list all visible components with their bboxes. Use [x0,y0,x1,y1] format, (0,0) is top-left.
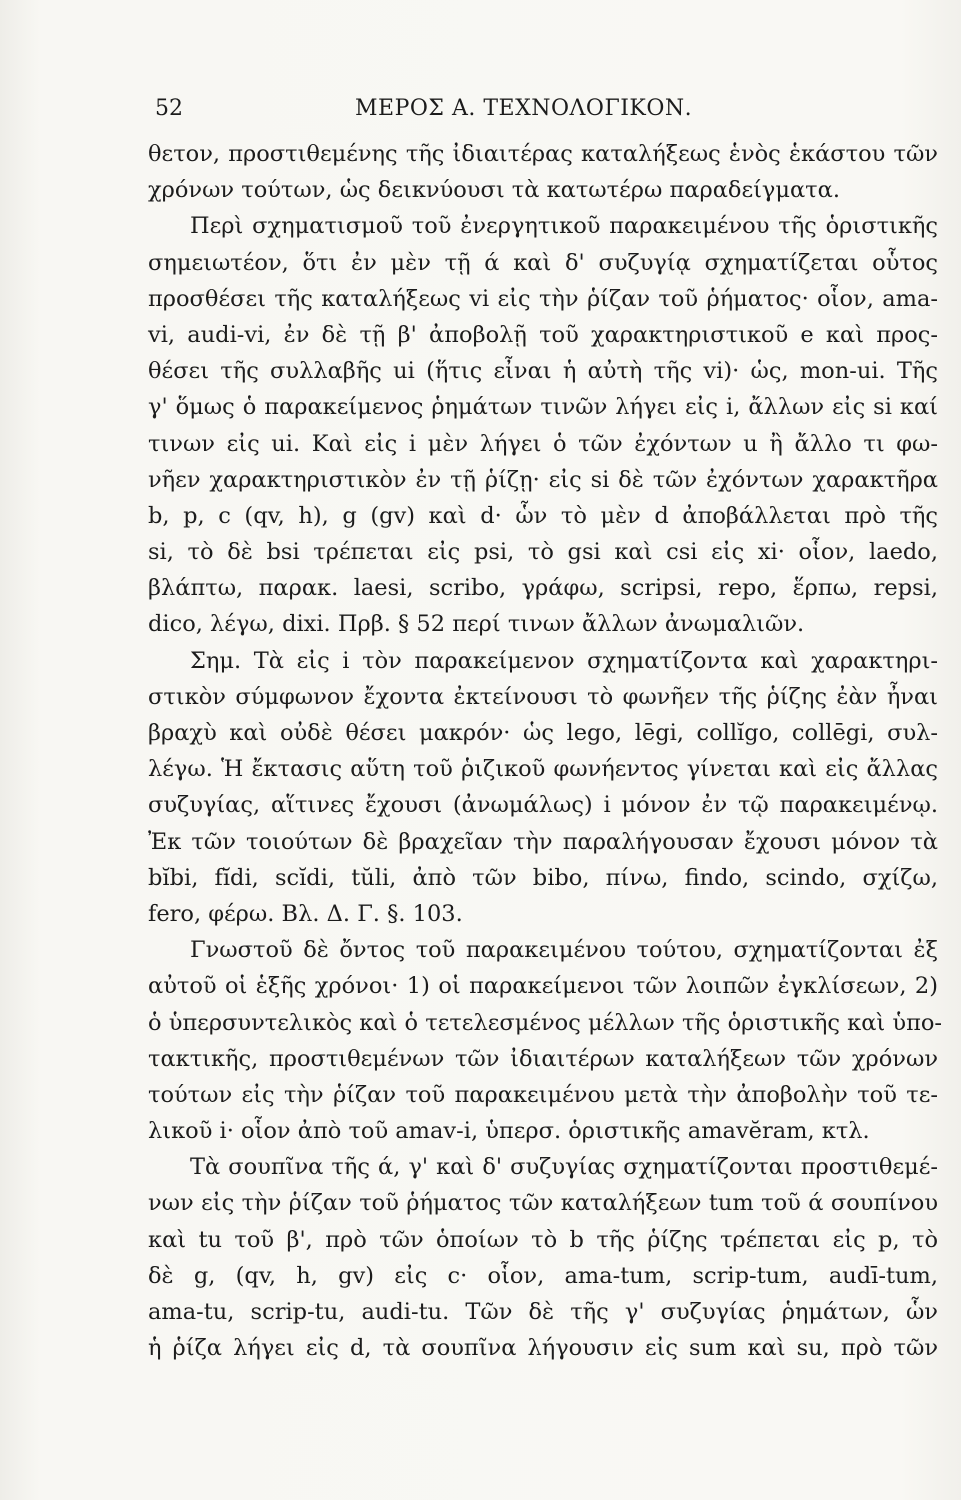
text-line: vi, audi-vi, ἐν δὲ τῇ β' ἀποβολῇ τοῦ χαρακτηριστικοῦ e καὶ προς- [148,321,938,348]
text-line: fero, φέρω. Βλ. Δ. Γ. §. 103. [148,900,463,927]
text-line: b, p, c (qv, h), g (gv) καὶ d· ὧν τὸ μὲν d ἀποβάλλεται πρὸ τῆς [148,502,938,529]
text-line: προσθέσει τῆς καταλήξεως vi εἰς τὴν ῥίζαν τοῦ ῥήματος· οἷον, ama- [148,285,938,312]
text-line: Περὶ σχηματισμοῦ τοῦ ἐνεργητικοῦ παρακειμένου τῆς ὁριστικῆς [190,213,938,240]
text-line: τακτικῆς, προστιθεμένων τῶν ἰδιαιτέρων καταλήξεων τῶν χρόνων [148,1045,938,1072]
text-line: τούτων εἰς τὴν ῥίζαν τοῦ παρακειμένου μετὰ τὴν ἀποβολὴν τοῦ τε- [148,1081,938,1108]
text-line: Σημ. Τὰ εἰς i τὸν παρακείμενον σχηματίζοντα καὶ χαρακτηρι- [190,647,938,674]
text-line: βλάπτω, παρακ. laesi, scribo, γράφω, scripsi, repo, ἕρπω, repsi, [148,575,938,602]
text-line: δὲ g, (qv, h, gv) εἰς c· οἷον, ama-tum, scrip-tum, audī-tum, [148,1262,938,1289]
text-line: θέσει τῆς συλλαβῆς ui (ἥτις εἶναι ἡ αὐτὴ τῆς vi)· ὡς, mon-ui. Τῆς [148,358,938,385]
text-line: ἡ ῥίζα λήγει εἰς d, τὰ σουπῖνα λήγουσιν εἰς sum καὶ su, πρὸ τῶν [148,1335,938,1362]
text-line: σημειωτέον, ὅτι ἐν μὲν τῇ ά καὶ δ' συζυγίᾳ σχηματίζεται οὗτος [148,249,938,276]
text-line: στικὸν σύμφωνον ἔχοντα ἐκτείνουσι τὸ φωνῆεν τῆς ῥίζης ἐὰν ἦναι [148,683,938,710]
page-number: 52 [155,96,183,121]
text-line: γ' ὅμως ὁ παρακείμενος ῥημάτων τινῶν λήγει εἰς i, ἄλλων εἰς si καί [148,394,938,421]
text-line: συζυγίας, αἵτινες ἔχουσι (ἀνωμάλως) i μόνον ἐν τῷ παρακειμένῳ. [148,792,938,819]
text-line: τινων εἰς ui. Καὶ εἰς i μὲν λήγει ὁ τῶν ἐχόντων u ἢ ἄλλο τι φω- [148,430,938,457]
text-line: νων εἰς τὴν ῥίζαν τοῦ ῥήματος τῶν καταλήξεων tum τοῦ ά σουπίνου [148,1190,938,1217]
text-line: λέγω. Ἡ ἔκτασις αὕτη τοῦ ῥιζικοῦ φωνήεντος γίνεται καὶ εἰς ἄλλας [148,756,938,783]
running-head: ΜΕΡΟΣ Α. ΤΕΧΝΟΛΟΓΙΚΟΝ. [355,96,693,121]
page-header [155,96,935,136]
text-line: dico, λέγω, dixi. Πρβ. § 52 περί τινων ἄλλων ἀνωμαλιῶν. [148,611,805,638]
text-line: βραχὺ καὶ οὐδὲ θέσει μακρόν· ὡς lego, lēgi, collĭgo, collēgi, συλ- [148,720,938,746]
text-line: θετον, προστιθεμένης τῆς ἰδιαιτέρας καταλήξεως ἑνὸς ἑκάστου τῶν [148,141,938,167]
text-line: ama-tu, scrip-tu, audi-tu. Τῶν δὲ τῆς γ' συζυγίας ῥημάτων, ὧν [148,1299,938,1325]
text-line: si, τὸ δὲ bsi τρέπεται εἰς psi, τὸ gsi καὶ csi εἰς xi· οἷον, laedo, [148,539,938,566]
body-text [148,136,943,1366]
text-line: Τὰ σουπῖνα τῆς ά, γ' καὶ δ' συζυγίας σχηματίζονται προστιθεμέ- [190,1154,938,1181]
text-line: λικοῦ i· οἷον ἀπὸ τοῦ amav-i, ὑπερσ. ὁριστικῆς amavĕram, κτλ. [148,1118,870,1145]
text-line: νῆεν χαρακτηριστικὸν ἐν τῇ ῥίζῃ· εἰς si δὲ τῶν ἐχόντων χαρακτῆρα [148,466,938,493]
text-line: χρόνων τούτων, ὡς δεικνύουσι τὰ κατωτέρω παραδείγματα. [148,177,840,204]
text-line: Γνωστοῦ δὲ ὄντος τοῦ παρακειμένου τούτου, σχηματίζονται ἐξ [190,937,938,964]
text-line: καὶ tu τοῦ β', πρὸ τῶν ὁποίων τὸ b τῆς ῥίζης τρέπεται εἰς p, τὸ [148,1226,938,1253]
text-line: bĭbi, fĭdi, scĭdi, tŭli, ἀπὸ τῶν bibo, πίνω, findo, scindo, σχίζω, [148,864,938,891]
text-line: Ἐκ τῶν τοιούτων δὲ βραχεῖαν τὴν παραλήγουσαν ἔχουσι μόνον τὰ [148,828,938,855]
text-line: ὁ ὑπερσυντελικὸς καὶ ὁ τετελεσμένος μέλλων τῆς ὁριστικῆς καὶ ὑπο- [148,1009,943,1036]
text-line: αὐτοῦ οἱ ἑξῆς χρόνοι· 1) οἱ παρακείμενοι τῶν λοιπῶν ἐγκλίσεων, 2) [148,973,938,1000]
